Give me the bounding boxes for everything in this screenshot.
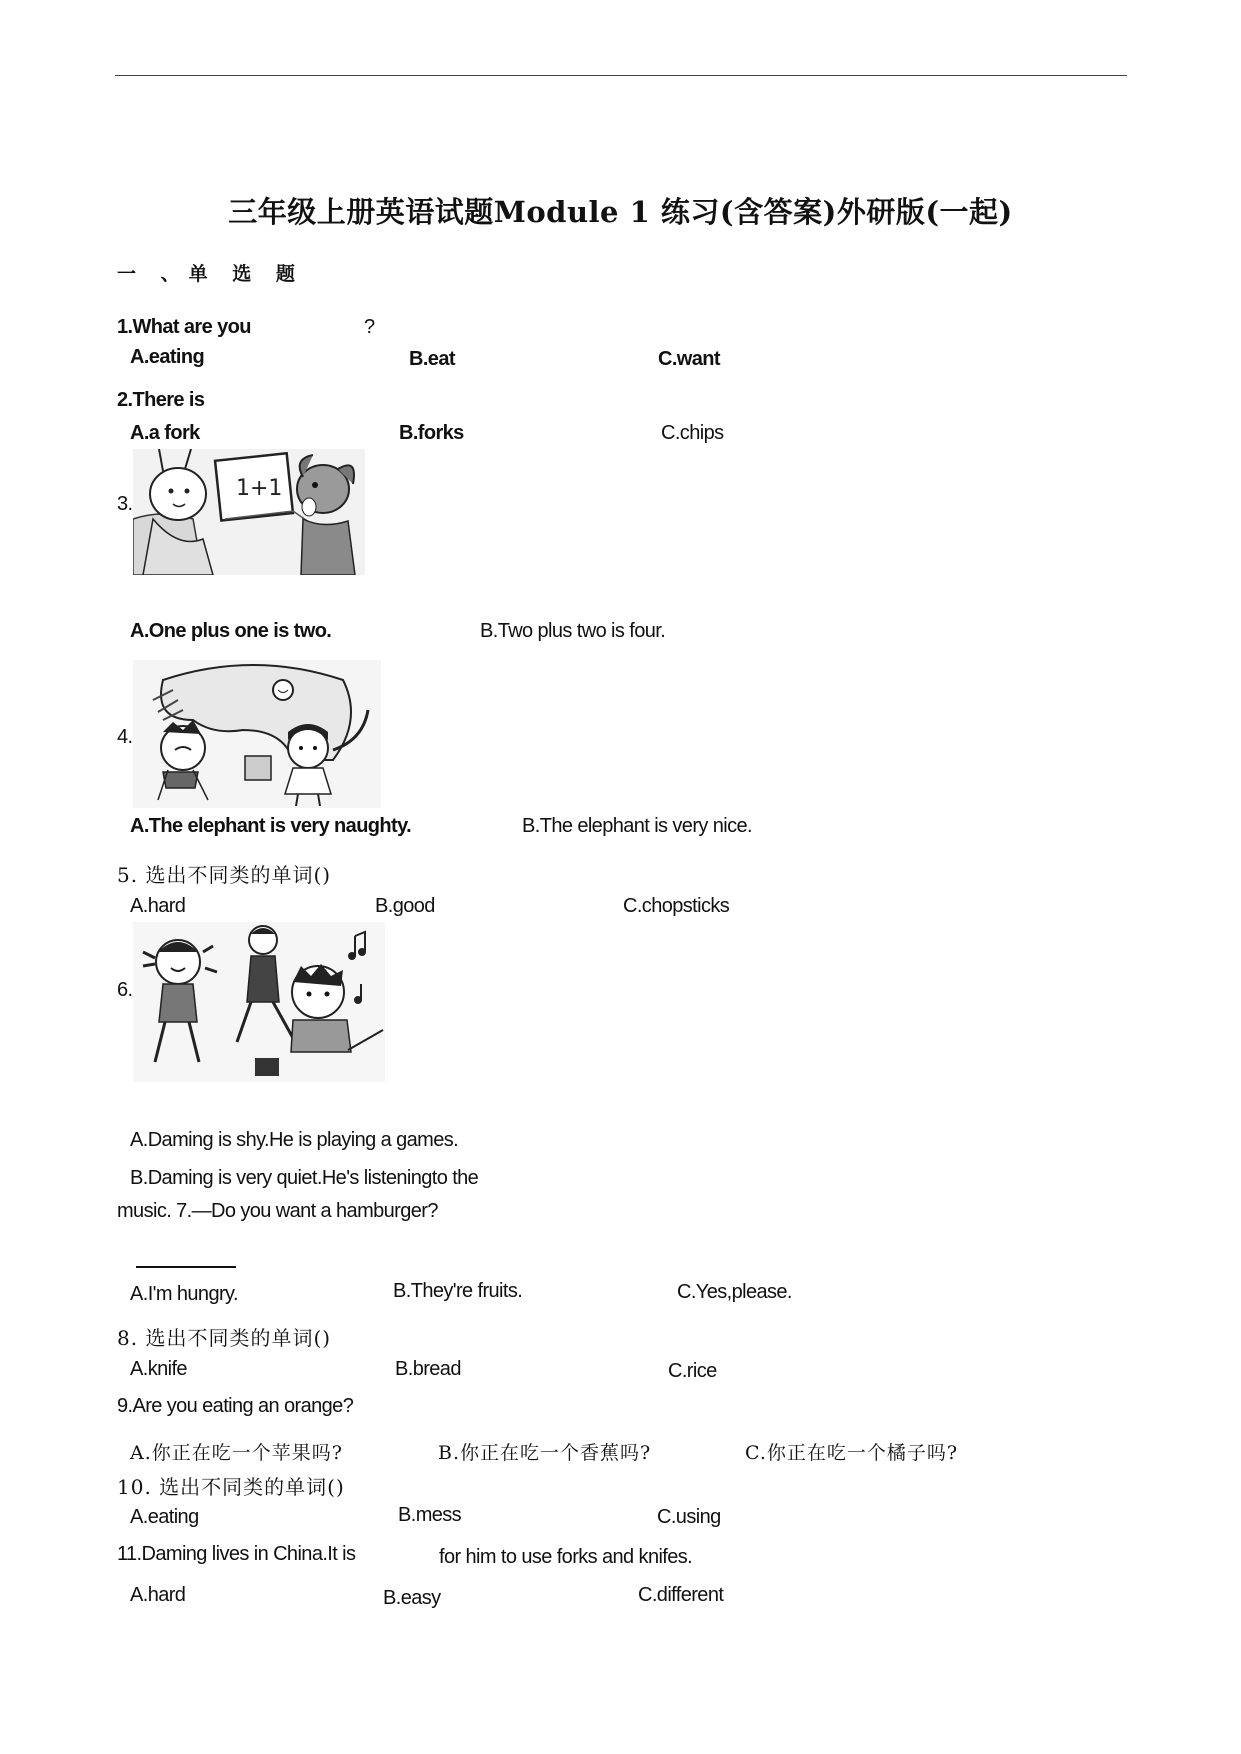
q6-option-b-line2: music. 7.—Do you want a hamburger? xyxy=(117,1200,438,1222)
q1-option-a: A.eating xyxy=(130,346,205,368)
elephant-and-children-illustration-icon xyxy=(133,660,381,808)
children-music-illustration-icon xyxy=(133,922,385,1082)
q6-option-b-line1: B.Daming is very quiet.He's listeningto the xyxy=(130,1167,479,1189)
q2-option-c: C.chips xyxy=(661,422,724,444)
q5-stem: 5. 选出不同类的单词() xyxy=(117,863,332,887)
rabbit-and-dog-illustration-icon xyxy=(133,449,365,575)
q2-option-b: B.forks xyxy=(399,422,464,444)
q7-option-a: A.I'm hungry. xyxy=(130,1283,238,1305)
q8-stem: 8. 选出不同类的单词() xyxy=(117,1326,332,1350)
q2-option-a: A.a fork xyxy=(130,422,200,444)
q10-option-a: A.eating xyxy=(130,1506,199,1528)
page-title: 三年级上册英语试题Module 1 练习(含答案)外研版(一起) xyxy=(228,195,1013,229)
q7-option-b: B.They're fruits. xyxy=(393,1280,523,1302)
q5-option-c: C.chopsticks xyxy=(623,895,730,917)
q10-option-b: B.mess xyxy=(398,1504,462,1526)
q9-option-a: A.你正在吃一个苹果吗? xyxy=(130,1442,343,1464)
header-rule xyxy=(115,75,1127,76)
q7-option-c: C.Yes,please. xyxy=(677,1281,792,1303)
q1-tail: ? xyxy=(364,316,375,338)
q1-option-b: B.eat xyxy=(409,348,455,370)
q7-answer-blank xyxy=(136,1266,236,1268)
q2-stem: 2.There is xyxy=(117,389,205,411)
q11-option-b: B.easy xyxy=(383,1587,441,1609)
q3-card-text: 1+1 xyxy=(236,476,283,501)
q11-option-c: C.different xyxy=(638,1584,724,1606)
q5-option-a: A.hard xyxy=(130,895,186,917)
q3-option-b: B.Two plus two is four. xyxy=(480,620,666,642)
q9-option-c: C.你正在吃一个橘子吗? xyxy=(745,1442,959,1464)
q1-stem: 1.What are you xyxy=(117,316,251,338)
q11-tail: for him to use forks and knifes. xyxy=(439,1546,693,1568)
q10-option-c: C.using xyxy=(657,1506,721,1528)
q4-option-b: B.The elephant is very nice. xyxy=(522,815,752,837)
q9-option-b: B.你正在吃一个香蕉吗? xyxy=(438,1442,652,1464)
q8-option-a: A.knife xyxy=(130,1358,187,1380)
q3-option-a: A.One plus one is two. xyxy=(130,620,332,642)
q11-option-a: A.hard xyxy=(130,1584,186,1606)
q9-stem: 9.Are you eating an orange? xyxy=(117,1395,354,1417)
q10-stem: 10. 选出不同类的单词() xyxy=(117,1475,345,1499)
q8-option-b: B.bread xyxy=(395,1358,461,1380)
section-heading: 一 、单 选 题 xyxy=(117,263,304,285)
q11-stem: 11.Daming lives in China.It is xyxy=(117,1543,356,1565)
q6-option-a: A.Daming is shy.He is playing a games. xyxy=(130,1129,459,1151)
q4-option-a: A.The elephant is very naughty. xyxy=(130,815,412,837)
q3-number: 3. xyxy=(117,493,133,515)
q4-number: 4. xyxy=(117,726,133,748)
q1-option-c: C.want xyxy=(658,348,720,370)
q8-option-c: C.rice xyxy=(668,1360,717,1382)
q5-option-b: B.good xyxy=(375,895,435,917)
q6-number: 6. xyxy=(117,979,133,1001)
